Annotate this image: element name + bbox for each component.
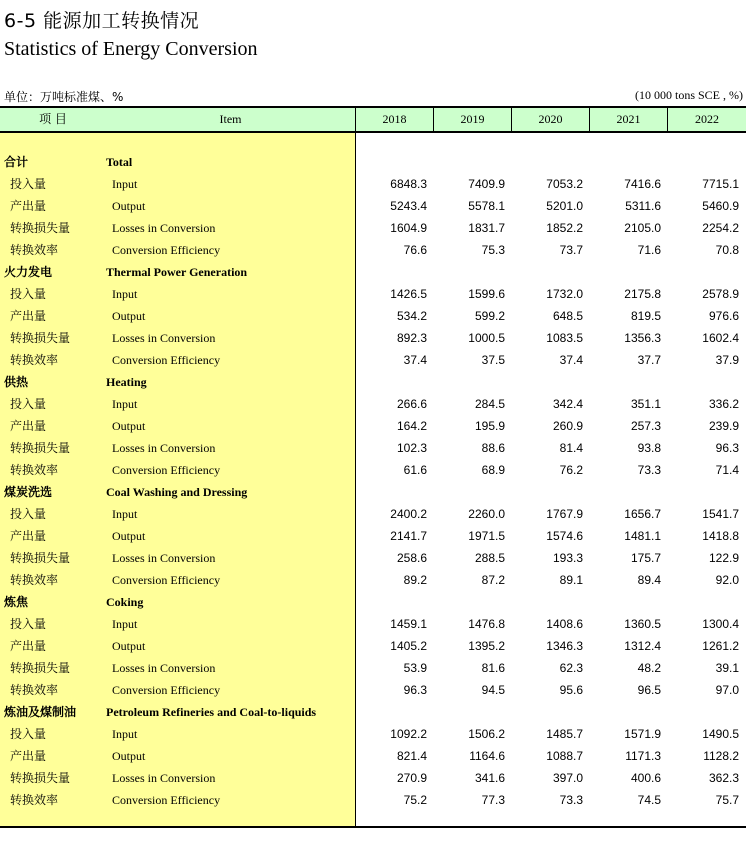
value-cell: 1171.3 xyxy=(625,749,661,763)
row-label-en: Output xyxy=(112,529,146,543)
row-label-en: Output xyxy=(112,749,146,763)
value-cell: 75.3 xyxy=(481,243,505,257)
value-cell: 260.9 xyxy=(552,419,583,433)
row-label-cn: 投入量 xyxy=(10,617,47,631)
table-row xyxy=(0,459,746,481)
table-row xyxy=(0,679,746,701)
value-cell: 71.4 xyxy=(715,463,739,477)
value-cell: 75.7 xyxy=(715,793,739,807)
group-label-cn: 合计 xyxy=(4,155,29,169)
value-cell: 5311.6 xyxy=(625,199,661,213)
value-cell: 175.7 xyxy=(630,551,661,565)
value-cell: 1408.6 xyxy=(546,617,583,631)
value-cell: 94.5 xyxy=(481,683,505,697)
value-cell: 89.2 xyxy=(403,573,427,587)
value-cell: 102.3 xyxy=(396,441,427,455)
table-row xyxy=(0,723,746,745)
row-label-cn: 转换损失量 xyxy=(10,551,71,565)
value-cell: 266.6 xyxy=(396,397,427,411)
group-row xyxy=(0,591,746,613)
row-label-cn: 转换效率 xyxy=(10,573,59,587)
value-cell: 362.3 xyxy=(708,771,739,785)
value-cell: 39.1 xyxy=(715,661,739,675)
row-label-en: Losses in Conversion xyxy=(112,771,216,785)
value-cell: 2260.0 xyxy=(468,507,505,521)
value-cell: 2105.0 xyxy=(624,221,661,235)
row-label-cn: 转换损失量 xyxy=(10,221,71,235)
value-cell: 257.3 xyxy=(630,419,661,433)
row-label-cn: 投入量 xyxy=(10,727,47,741)
value-cell: 71.6 xyxy=(637,243,661,257)
value-cell: 1831.7 xyxy=(468,221,505,235)
row-label-cn: 转换损失量 xyxy=(10,331,71,345)
value-cell: 1418.8 xyxy=(702,529,739,543)
table-row xyxy=(0,305,746,327)
value-cell: 1485.7 xyxy=(546,727,583,741)
value-cell: 1571.9 xyxy=(624,727,661,741)
value-cell: 599.2 xyxy=(474,309,505,323)
group-row xyxy=(0,481,746,503)
header-year: 2019 xyxy=(460,112,485,126)
value-cell: 1602.4 xyxy=(702,331,739,345)
header-year: 2020 xyxy=(538,112,563,126)
unit-label-cn: 单位：万吨标准煤、% xyxy=(4,90,124,104)
row-label-cn: 产出量 xyxy=(10,309,47,323)
value-cell: 284.5 xyxy=(474,397,505,411)
row-label-en: Conversion Efficiency xyxy=(112,683,221,697)
value-cell: 88.6 xyxy=(481,441,505,455)
value-cell: 2141.7 xyxy=(390,529,427,543)
value-cell: 6848.3 xyxy=(390,177,427,191)
table-row xyxy=(0,767,746,789)
group-row xyxy=(0,261,746,283)
table-row xyxy=(0,327,746,349)
value-cell: 1000.5 xyxy=(468,331,505,345)
value-cell: 1852.2 xyxy=(546,221,583,235)
group-label-en: Heating xyxy=(106,375,147,389)
row-label-cn: 转换效率 xyxy=(10,793,59,807)
value-cell: 288.5 xyxy=(474,551,505,565)
value-cell: 195.9 xyxy=(474,419,505,433)
value-cell: 1164.6 xyxy=(469,749,505,763)
row-label-cn: 产出量 xyxy=(10,199,47,213)
value-cell: 1481.1 xyxy=(624,529,661,543)
group-label-cn: 煤炭洗选 xyxy=(4,485,53,499)
value-cell: 1356.3 xyxy=(624,331,661,345)
group-row xyxy=(0,701,746,723)
table-row xyxy=(0,217,746,239)
value-cell: 53.9 xyxy=(403,661,427,675)
value-cell: 1261.2 xyxy=(702,639,739,653)
value-cell: 1092.2 xyxy=(390,727,427,741)
row-label-cn: 转换损失量 xyxy=(10,441,71,455)
group-row xyxy=(0,371,746,393)
value-cell: 96.3 xyxy=(403,683,427,697)
value-cell: 2175.8 xyxy=(624,287,661,301)
table-row xyxy=(0,195,746,217)
table-row xyxy=(0,415,746,437)
row-label-en: Conversion Efficiency xyxy=(112,573,221,587)
row-label-cn: 转换损失量 xyxy=(10,771,71,785)
group-row xyxy=(0,151,746,173)
value-cell: 37.4 xyxy=(403,353,427,367)
table-row xyxy=(0,503,746,525)
header-year: 2021 xyxy=(616,112,641,126)
value-cell: 1395.2 xyxy=(468,639,505,653)
value-cell: 336.2 xyxy=(708,397,739,411)
value-cell: 1476.8 xyxy=(468,617,505,631)
value-cell: 1599.6 xyxy=(468,287,505,301)
value-cell: 7715.1 xyxy=(702,177,739,191)
row-label-en: Losses in Conversion xyxy=(112,441,216,455)
value-cell: 1459.1 xyxy=(390,617,427,631)
value-cell: 1574.6 xyxy=(546,529,583,543)
value-cell: 92.0 xyxy=(715,573,739,587)
row-label-en: Input xyxy=(112,397,138,411)
table-row xyxy=(0,173,746,195)
table-row xyxy=(0,283,746,305)
row-label-cn: 转换效率 xyxy=(10,463,59,477)
table-row xyxy=(0,349,746,371)
header-item-en: Item xyxy=(219,112,242,126)
table-row xyxy=(0,393,746,415)
row-label-en: Output xyxy=(112,309,146,323)
row-label-cn: 转换损失量 xyxy=(10,661,71,675)
group-label-en: Total xyxy=(106,155,133,169)
value-cell: 342.4 xyxy=(552,397,583,411)
row-label-en: Output xyxy=(112,639,146,653)
row-label-en: Losses in Conversion xyxy=(112,551,216,565)
value-cell: 7409.9 xyxy=(468,177,505,191)
value-cell: 96.3 xyxy=(715,441,739,455)
table-title-cn: 6-5 能源加工转换情况 xyxy=(4,10,200,32)
value-cell: 1656.7 xyxy=(624,507,661,521)
value-cell: 648.5 xyxy=(552,309,583,323)
value-cell: 7416.6 xyxy=(624,177,661,191)
row-label-en: Input xyxy=(112,727,138,741)
value-cell: 1506.2 xyxy=(468,727,505,741)
value-cell: 1088.7 xyxy=(546,749,583,763)
value-cell: 89.1 xyxy=(559,573,583,587)
value-cell: 164.2 xyxy=(396,419,427,433)
value-cell: 341.6 xyxy=(474,771,505,785)
row-label-en: Conversion Efficiency xyxy=(112,793,221,807)
value-cell: 7053.2 xyxy=(546,177,583,191)
value-cell: 70.8 xyxy=(715,243,739,257)
row-label-en: Conversion Efficiency xyxy=(112,353,221,367)
table-row xyxy=(0,547,746,569)
value-cell: 2254.2 xyxy=(702,221,739,235)
table-row xyxy=(0,657,746,679)
value-cell: 61.6 xyxy=(403,463,427,477)
value-cell: 77.3 xyxy=(481,793,505,807)
table-row xyxy=(0,525,746,547)
group-label-en: Coking xyxy=(106,595,144,609)
group-label-en: Petroleum Refineries and Coal-to-liquids xyxy=(106,705,317,719)
group-label-cn: 火力发电 xyxy=(4,265,53,279)
unit-label-en: (10 000 tons SCE , %) xyxy=(635,88,743,102)
value-cell: 258.6 xyxy=(396,551,427,565)
value-cell: 239.9 xyxy=(708,419,739,433)
row-label-en: Input xyxy=(112,287,138,301)
row-label-cn: 产出量 xyxy=(10,419,47,433)
value-cell: 89.4 xyxy=(637,573,661,587)
value-cell: 397.0 xyxy=(552,771,583,785)
row-label-cn: 转换效率 xyxy=(10,683,59,697)
row-label-cn: 产出量 xyxy=(10,529,47,543)
value-cell: 81.6 xyxy=(481,661,505,675)
group-label-en: Coal Washing and Dressing xyxy=(106,485,248,499)
value-cell: 73.3 xyxy=(559,793,583,807)
value-cell: 1732.0 xyxy=(546,287,583,301)
value-cell: 1405.2 xyxy=(390,639,427,653)
row-label-cn: 投入量 xyxy=(10,397,47,411)
value-cell: 193.3 xyxy=(552,551,583,565)
table-row xyxy=(0,745,746,767)
value-cell: 1312.4 xyxy=(624,639,661,653)
value-cell: 534.2 xyxy=(396,309,427,323)
table-row xyxy=(0,569,746,591)
value-cell: 1426.5 xyxy=(390,287,427,301)
table-row xyxy=(0,635,746,657)
value-cell: 1971.5 xyxy=(468,529,505,543)
value-cell: 5460.9 xyxy=(702,199,739,213)
value-cell: 81.4 xyxy=(559,441,583,455)
row-label-cn: 投入量 xyxy=(10,507,47,521)
value-cell: 819.5 xyxy=(630,309,661,323)
table-title-en: Statistics of Energy Conversion xyxy=(4,38,258,60)
row-label-cn: 转换效率 xyxy=(10,353,59,367)
table-bottom-rule xyxy=(0,826,746,828)
row-label-cn: 产出量 xyxy=(10,749,47,763)
value-cell: 74.5 xyxy=(637,793,661,807)
table-row xyxy=(0,437,746,459)
value-cell: 2400.2 xyxy=(390,507,427,521)
value-cell: 1490.5 xyxy=(702,727,739,741)
value-cell: 1604.9 xyxy=(390,221,427,235)
table-header xyxy=(0,106,746,133)
group-label-cn: 供热 xyxy=(4,375,29,389)
value-cell: 97.0 xyxy=(715,683,739,697)
header-year: 2018 xyxy=(382,112,407,126)
value-cell: 270.9 xyxy=(396,771,427,785)
value-cell: 73.7 xyxy=(559,243,583,257)
value-cell: 821.4 xyxy=(396,749,427,763)
value-cell: 5201.0 xyxy=(546,199,583,213)
row-label-en: Conversion Efficiency xyxy=(112,243,221,257)
value-cell: 1767.9 xyxy=(546,507,583,521)
row-label-en: Conversion Efficiency xyxy=(112,463,221,477)
value-cell: 976.6 xyxy=(708,309,739,323)
value-cell: 1083.5 xyxy=(546,331,583,345)
row-label-en: Losses in Conversion xyxy=(112,221,216,235)
row-label-cn: 投入量 xyxy=(10,287,47,301)
row-label-cn: 转换效率 xyxy=(10,243,59,257)
value-cell: 1360.5 xyxy=(624,617,661,631)
row-label-cn: 投入量 xyxy=(10,177,47,191)
header-item-cn: 项 目 xyxy=(39,112,67,126)
value-cell: 351.1 xyxy=(630,397,661,411)
table-row xyxy=(0,613,746,635)
value-cell: 122.9 xyxy=(708,551,739,565)
value-cell: 48.2 xyxy=(637,661,661,675)
value-cell: 37.4 xyxy=(559,353,583,367)
value-cell: 1541.7 xyxy=(702,507,739,521)
row-label-en: Losses in Conversion xyxy=(112,661,216,675)
row-label-en: Output xyxy=(112,199,146,213)
value-cell: 93.8 xyxy=(637,441,661,455)
row-label-en: Input xyxy=(112,507,138,521)
value-cell: 76.6 xyxy=(403,243,427,257)
value-cell: 96.5 xyxy=(637,683,661,697)
row-label-en: Output xyxy=(112,419,146,433)
value-cell: 1300.4 xyxy=(702,617,739,631)
value-cell: 87.2 xyxy=(481,573,505,587)
value-cell: 37.7 xyxy=(637,353,661,367)
row-label-en: Losses in Conversion xyxy=(112,331,216,345)
value-cell: 68.9 xyxy=(481,463,505,477)
value-cell: 37.9 xyxy=(715,353,739,367)
value-cell: 75.2 xyxy=(403,793,427,807)
value-cell: 892.3 xyxy=(396,331,427,345)
value-cell: 5578.1 xyxy=(468,199,505,213)
value-cell: 1346.3 xyxy=(546,639,583,653)
group-label-en: Thermal Power Generation xyxy=(106,265,248,279)
header-year: 2022 xyxy=(695,112,719,126)
value-cell: 76.2 xyxy=(559,463,583,477)
value-cell: 62.3 xyxy=(559,661,583,675)
row-label-en: Input xyxy=(112,617,138,631)
table-row xyxy=(0,239,746,261)
value-cell: 5243.4 xyxy=(390,199,427,213)
row-label-cn: 产出量 xyxy=(10,639,47,653)
value-cell: 2578.9 xyxy=(702,287,739,301)
value-cell: 95.6 xyxy=(559,683,583,697)
value-cell: 400.6 xyxy=(630,771,661,785)
value-cell: 1128.2 xyxy=(703,749,739,763)
table-row xyxy=(0,789,746,811)
row-label-en: Input xyxy=(112,177,138,191)
group-label-cn: 炼油及煤制油 xyxy=(4,705,77,719)
group-label-cn: 炼焦 xyxy=(4,595,29,609)
value-cell: 37.5 xyxy=(481,353,505,367)
value-cell: 73.3 xyxy=(637,463,661,477)
